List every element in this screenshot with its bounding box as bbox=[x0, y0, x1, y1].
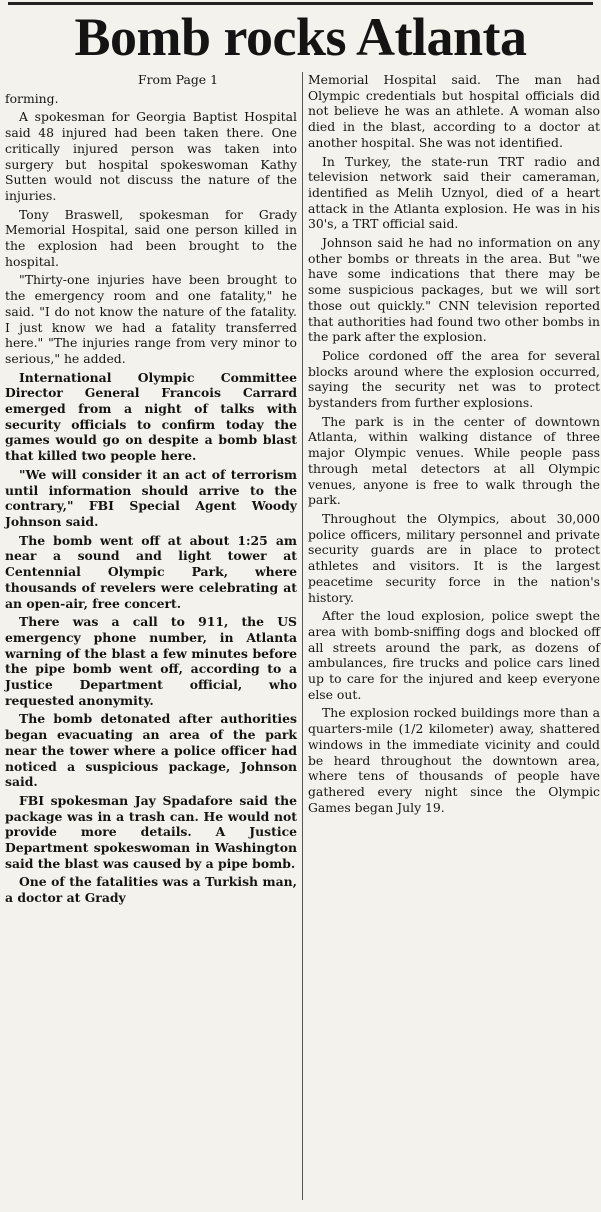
article-paragraph: The bomb detonated after authorities began evacuating an area of the park near the tower where a police officer had noticed a suspicious package, Johnson said. bbox=[5, 711, 297, 790]
article-paragraph: The explosion rocked buildings more than a quarters-mile (1/2 kilometer) away, shattered windows in the immediate vicinity and could be heard throughout the downtown area, where tens of thousands of people have gathered every night since the Olympic Games began July 19. bbox=[308, 705, 600, 815]
right-paragraphs bbox=[308, 72, 600, 815]
article-paragraph: The park is in the center of downtown Atlanta, within walking distance of three major Olympic venues. While people pass through metal detectors at all Olympic venues, anyone is free to walk through the park. bbox=[308, 413, 600, 508]
article-paragraph: After the loud explosion, police swept the area with bomb-sniffing dogs and blocked off all streets around the park, as dozens of ambulances, fire trucks and police cars lined up to care for the injured and keep everyone else out. bbox=[308, 608, 600, 702]
dateline: From Page 1 bbox=[138, 72, 218, 87]
article-paragraph: forming. bbox=[5, 90, 59, 106]
article-paragraph: In Turkey, the state-run TRT radio and television network said their cameraman, identified as Melih Uznyol, died of a heart attack in the Atlanta explosion. He was in his 30's, a TRT official said. bbox=[308, 153, 600, 232]
article-paragraph: Tony Braswell, spokesman for Grady Memorial Hospital, said one person killed in the explosion had been brought to the hospital. bbox=[5, 206, 297, 269]
left-column bbox=[5, 72, 297, 1202]
article-paragraph: There was a call to 911, the US emergency phone number, in Atlanta warning of the blast a few minutes before the pipe bomb went off, according to a Justice Department official, who requested anonymity. bbox=[5, 614, 297, 708]
left-paragraphs bbox=[5, 91, 297, 906]
article-paragraph: Memorial Hospital said. The man had Olympic credentials but hospital officials did not believe he was an athlete. A woman also died in the blast, according to a doctor at another hospital. She was not identified. bbox=[308, 72, 600, 150]
article-paragraph: "We will consider it an act of terrorism until information should arrive to the contrary," FBI Special Agent Woody Johnson said. bbox=[5, 466, 297, 529]
article-paragraph: Johnson said he had no information on any other bombs or threats in the area. But "we have some indications that there may be some suspicious packages, but we will sort those out quickly." CNN television reported that authorities had found two other bombs in the park after the explosion. bbox=[308, 235, 600, 345]
article-paragraph: One of the fatalities was a Turkish man, a doctor at Grady bbox=[5, 874, 297, 906]
article-paragraph: Throughout the Olympics, about 30,000 police officers, military personnel and private security guards are in place to protect athletes and visitors. It is the largest peacetime security force in the nation's history. bbox=[308, 510, 600, 605]
article-paragraph: The bomb went off at about 1:25 am near a sound and light tower at Centennial Olympic Park, where thousands of revelers were celebrating at an open-air, free concert. bbox=[5, 532, 297, 611]
article-paragraph: Police cordoned off the area for several blocks around where the explosion occurred, saying the security net was to protect bystanders from further explosions. bbox=[308, 347, 600, 411]
article-paragraph: FBI spokesman Jay Spadafore said the package was in a trash can. He would not provide more details. A Justice Department spokeswoman in Washington said the blast was caused by a pipe bomb. bbox=[5, 792, 297, 871]
right-column bbox=[308, 72, 600, 1202]
headline: Bomb rocks Atlanta bbox=[74, 7, 527, 67]
article-paragraph: A spokesman for Georgia Baptist Hospital said 48 injured had been taken there. One critically injured person was taken into surgery but hospital spokeswoman Kathy Sutten would not discuss the nature of the injuries. bbox=[5, 109, 297, 203]
article-paragraph: International Olympic Committee Director General Francois Carrard emerged from a night of talks with security officials to confirm today the games would go on despite a bomb blast that killed two people here. bbox=[5, 369, 297, 464]
article-paragraph: "Thirty-one injuries have been brought to the emergency room and one fatality," he said. "I do not know the nature of the fatality. I just know we had a fatality transferred here." "The injuries range from very minor to serious," he added. bbox=[5, 272, 297, 366]
column-divider bbox=[302, 72, 303, 1200]
